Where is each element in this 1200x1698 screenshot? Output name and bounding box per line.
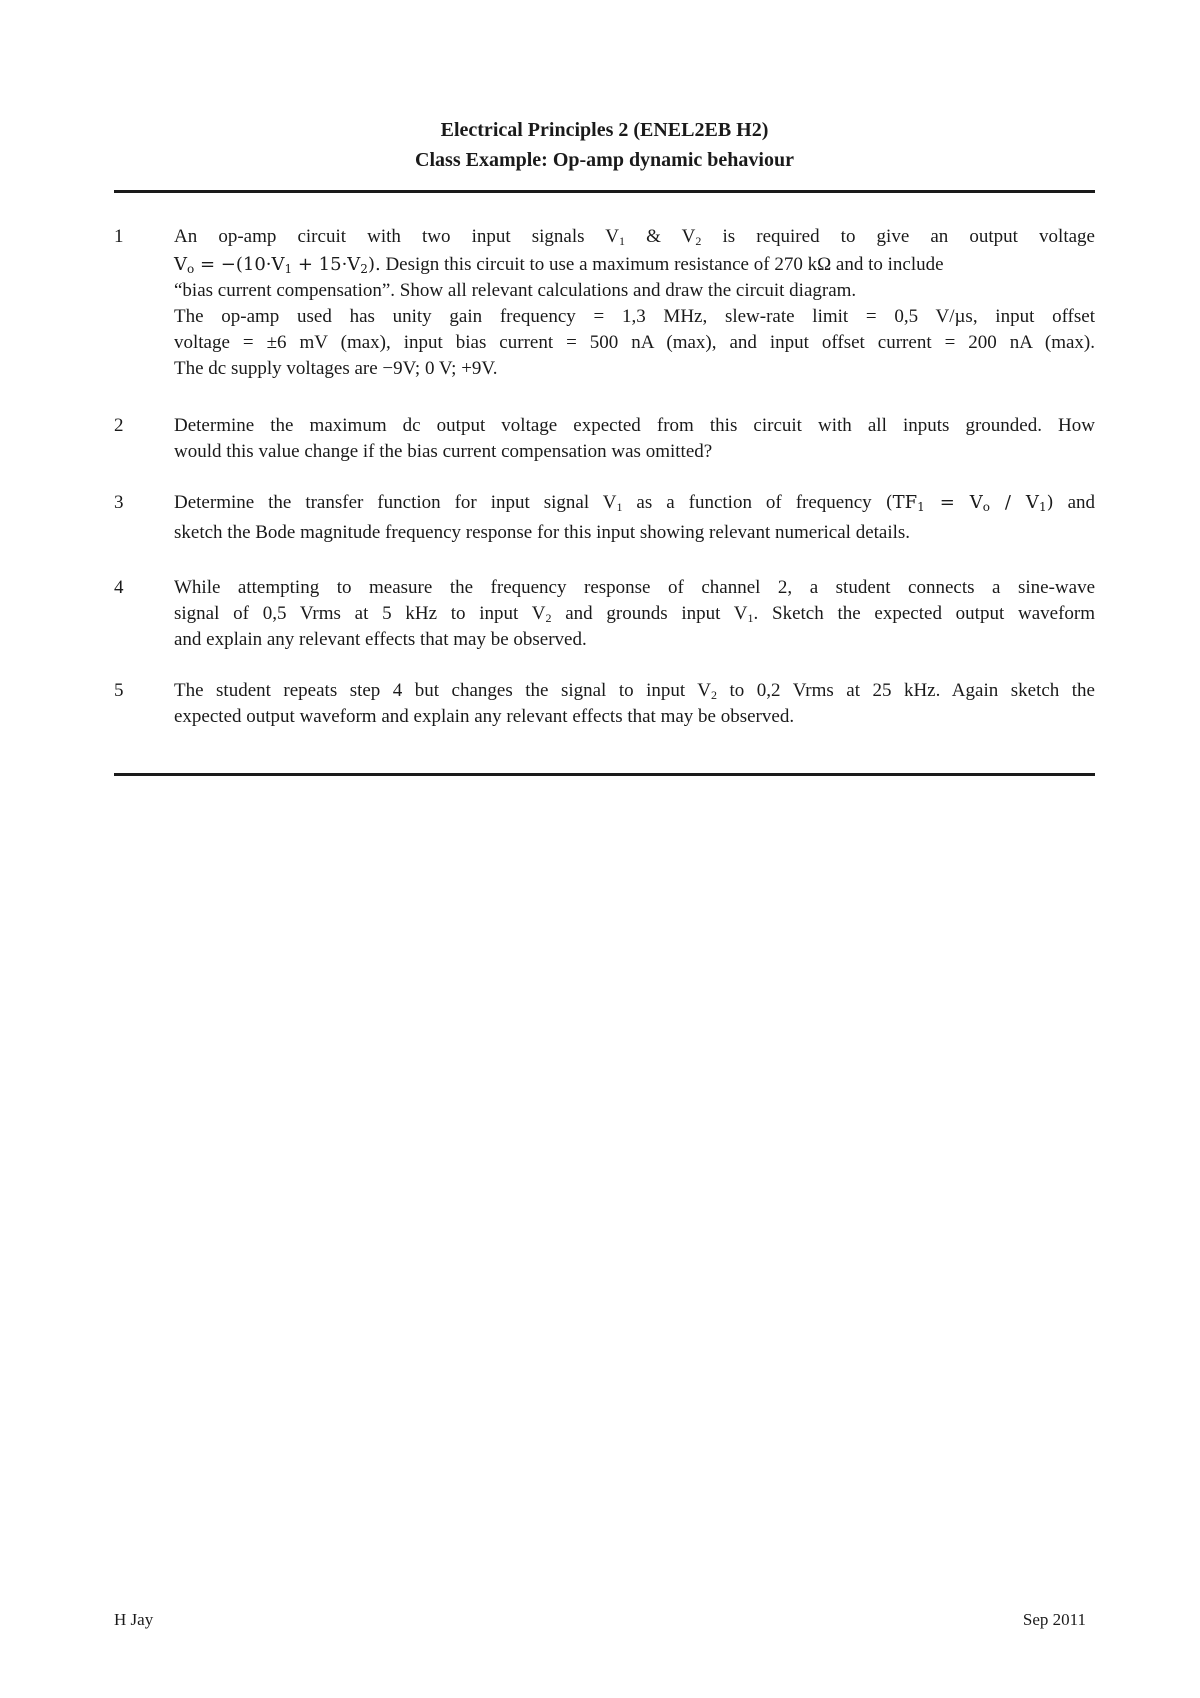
- output-formula: $V_o = -(10\cdot V_1 + 15\cdot V_2)$.: [174, 254, 381, 276]
- question-number: 1: [114, 226, 124, 247]
- question-line: sketch the Bode magnitude frequency response for this input showing relevant numerical details.: [174, 522, 911, 543]
- question-line: $V_o = -(10\cdot V_1 + 15\cdot V_2)$. Design this circuit to use a maximum resistance of 270 kΩ and to include: [174, 254, 944, 276]
- title-block: [114, 115, 1095, 175]
- footer-author: H Jay: [114, 1610, 154, 1629]
- document-title: Electrical Principles 2 (ENEL2EB H2): [440, 119, 769, 141]
- question-1: [114, 224, 1095, 384]
- question-line: would this value change if the bias current compensation was omitted?: [174, 441, 713, 462]
- footer-date: Sep 2011: [1022, 1610, 1086, 1629]
- question-line: Determine the transfer function for input signal $V_1$ as a function of frequency $(TF_1 = V_o / V_1)$ and: [174, 492, 1096, 514]
- document-subtitle: Class Example: Op-amp dynamic behaviour: [415, 149, 794, 171]
- question-text: [174, 678, 1095, 730]
- question-line: The dc supply voltages are −9V; 0 V; +9V.: [174, 358, 498, 379]
- question-text: [174, 224, 1095, 382]
- question-number: 4: [114, 577, 124, 598]
- bottom-divider: [114, 773, 1095, 776]
- question-line: The op-amp used has unity gain frequency = 1,3 MHz, slew-rate limit = 0,5 V/µs, input offset: [174, 306, 1095, 327]
- question-line: Determine the maximum dc output voltage expected from this circuit with all inputs grounded. How: [174, 415, 1095, 436]
- question-4: [114, 575, 1095, 655]
- question-line: signal of 0,5 Vrms at 5 kHz to input $V_2$ and grounds input $V_1$. Sketch the expected output waveform: [174, 603, 1096, 625]
- top-divider: [114, 190, 1095, 193]
- question-text: [174, 575, 1095, 653]
- question-number: 2: [114, 415, 124, 436]
- question-3: [114, 490, 1095, 550]
- question-line: expected output waveform and explain any relevant effects that may be observed.: [174, 706, 795, 727]
- question-line: An op-amp circuit with two input signals $V_1$ & $V_2$ is required to give an output voltage: [174, 226, 1095, 248]
- question-line: voltage = ±6 mV (max), input bias current = 500 nA (max), and input offset current = 200 nA (max).: [174, 332, 1095, 353]
- question-line: “bias current compensation”. Show all relevant calculations and draw the circuit diagram.: [174, 280, 857, 301]
- question-5: [114, 678, 1095, 738]
- question-line: The student repeats step 4 but changes the signal to input $V_2$ to 0,2 Vrms at 25 kHz. Again sketch the: [174, 680, 1095, 702]
- question-line: While attempting to measure the frequency response of channel 2, a student connects a sine-wave: [174, 577, 1095, 598]
- transfer-function-formula: $(TF_1 = V_o / V_1)$: [885, 492, 1054, 514]
- question-text: [174, 490, 1095, 546]
- question-2: [114, 413, 1095, 473]
- question-number: 3: [114, 492, 124, 513]
- question-text: [174, 413, 1095, 465]
- question-number: 5: [114, 680, 124, 701]
- question-line: and explain any relevant effects that may be observed.: [174, 629, 587, 650]
